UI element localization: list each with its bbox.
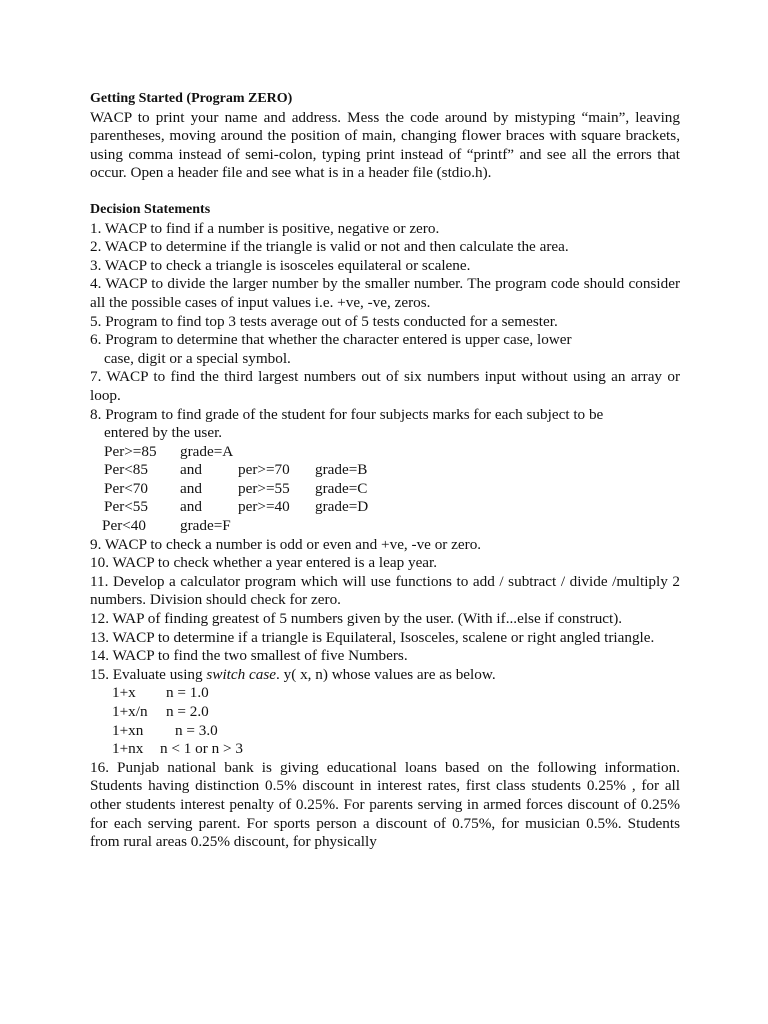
list-item-11: 11. Develop a calculator program which will use functions to add / subtract / divide /multiply 2 numbers. Division should check for zero. bbox=[90, 572, 680, 609]
switch-condition: n < 1 or n > 3 bbox=[160, 740, 243, 758]
grade-rule-row bbox=[90, 498, 680, 517]
grade-result: grade=A bbox=[180, 442, 234, 460]
switch-case-row bbox=[90, 740, 680, 759]
grade-result: grade=D bbox=[315, 498, 369, 516]
list-item-15-italic: switch case bbox=[206, 665, 277, 683]
list-item-16: 16. Punjab national bank is giving educational loans based on the following information. Students having distinction 0.5% discount in interest rates, first class students 0.25% , for all other students interest penalty of 0.25%. For parents serving in armed forces discount of 0.25% for each serving parent. For sports person a discount of 0.75%, for musician 0.5%. Students from rural areas 0.25% discount, for physically bbox=[90, 758, 680, 851]
grade-result: grade=F bbox=[180, 517, 231, 535]
list-item-8: 8. Program to find grade of the student for four subjects marks for each subject to be bbox=[90, 405, 604, 423]
switch-case-row bbox=[90, 684, 680, 703]
document-body bbox=[90, 90, 680, 852]
grade-condition-2: per>=40 bbox=[238, 498, 290, 516]
list-item-8-continued: entered by the user. bbox=[104, 424, 223, 442]
switch-condition: n = 1.0 bbox=[166, 684, 209, 702]
list-item-4: 4. WACP to divide the larger number by the smaller number. The program code should consider all the possible cases of input values i.e. +ve, -ve, zeros. bbox=[90, 275, 680, 311]
list-item-1: 1. WACP to find if a number is positive, negative or zero. bbox=[90, 219, 440, 237]
list-item-12: 12. WAP of finding greatest of 5 numbers given by the user. (With if...else if construct). bbox=[90, 610, 623, 628]
grade-rule-row bbox=[90, 517, 680, 536]
grade-condition: Per<55 bbox=[104, 498, 148, 516]
grade-condition: Per<70 bbox=[104, 479, 148, 497]
list-item-3: 3. WACP to check a triangle is isosceles equilateral or scalene. bbox=[90, 256, 471, 274]
list-item-15 bbox=[90, 666, 680, 685]
list-item-15-suffix: . y( x, n) whose values are as below. bbox=[276, 665, 496, 683]
list-item-5: 5. Program to find top 3 tests average out of 5 tests conducted for a semester. bbox=[90, 312, 558, 330]
grade-conjunction: and bbox=[180, 479, 202, 497]
grade-rule-row bbox=[90, 443, 680, 462]
switch-condition: n = 2.0 bbox=[166, 703, 209, 720]
switch-expression: 1+x/n bbox=[112, 703, 148, 720]
grade-result: grade=B bbox=[315, 461, 368, 479]
switch-expression: 1+nx bbox=[112, 740, 144, 758]
switch-case-row bbox=[90, 722, 680, 741]
grade-conjunction: and bbox=[180, 498, 202, 516]
section-heading-decision-statements: Decision Statements bbox=[90, 201, 211, 217]
list-item-7: 7. WACP to find the third largest numbers out of six numbers input without using an array or loop. bbox=[90, 368, 680, 404]
grade-conjunction: and bbox=[180, 461, 202, 479]
grade-condition: Per<85 bbox=[104, 461, 148, 479]
list-item-6-continued: case, digit or a special symbol. bbox=[104, 349, 291, 367]
switch-case-row bbox=[90, 703, 680, 722]
grade-result: grade=C bbox=[315, 479, 368, 497]
grade-rule-row bbox=[90, 480, 680, 499]
getting-started-paragraph: WACP to print your name and address. Mess the code around by mistyping “main”, leaving parentheses, moving around the position of main, changing flower braces with square brackets, using comma instead of semi-colon, typing print instead of “printf” and see all the errors that occur. Open a header file and see what is in a header file (stdio.h). bbox=[90, 108, 680, 182]
section-spacer bbox=[90, 183, 680, 201]
switch-expression: 1+x bbox=[112, 684, 136, 702]
switch-condition: n = 3.0 bbox=[175, 721, 218, 739]
list-item-2: 2. WACP to determine if the triangle is valid or not and then calculate the area. bbox=[90, 238, 569, 256]
list-item-9: 9. WACP to check a number is odd or even and +ve, -ve or zero. bbox=[90, 535, 482, 553]
list-item-10: 10. WACP to check whether a year entered is a leap year. bbox=[90, 554, 438, 572]
grade-condition-2: per>=70 bbox=[238, 461, 290, 479]
list-item-13: 13. WACP to determine if a triangle is Equilateral, Isosceles, scalene or right angled triangle. bbox=[90, 628, 655, 646]
grade-rule-row bbox=[90, 461, 680, 480]
list-item-15-prefix: 15. Evaluate using bbox=[90, 665, 207, 683]
grade-condition: Per>=85 bbox=[104, 442, 157, 460]
section-heading-getting-started: Getting Started (Program ZERO) bbox=[90, 91, 293, 106]
list-item-14: 14. WACP to find the two smallest of five Numbers. bbox=[90, 647, 408, 665]
switch-expression: 1+xn bbox=[112, 721, 144, 739]
list-item-6: 6. Program to determine that whether the character entered is upper case, lower bbox=[90, 331, 572, 349]
grade-condition: Per<40 bbox=[102, 517, 146, 535]
grade-condition-2: per>=55 bbox=[238, 479, 290, 497]
